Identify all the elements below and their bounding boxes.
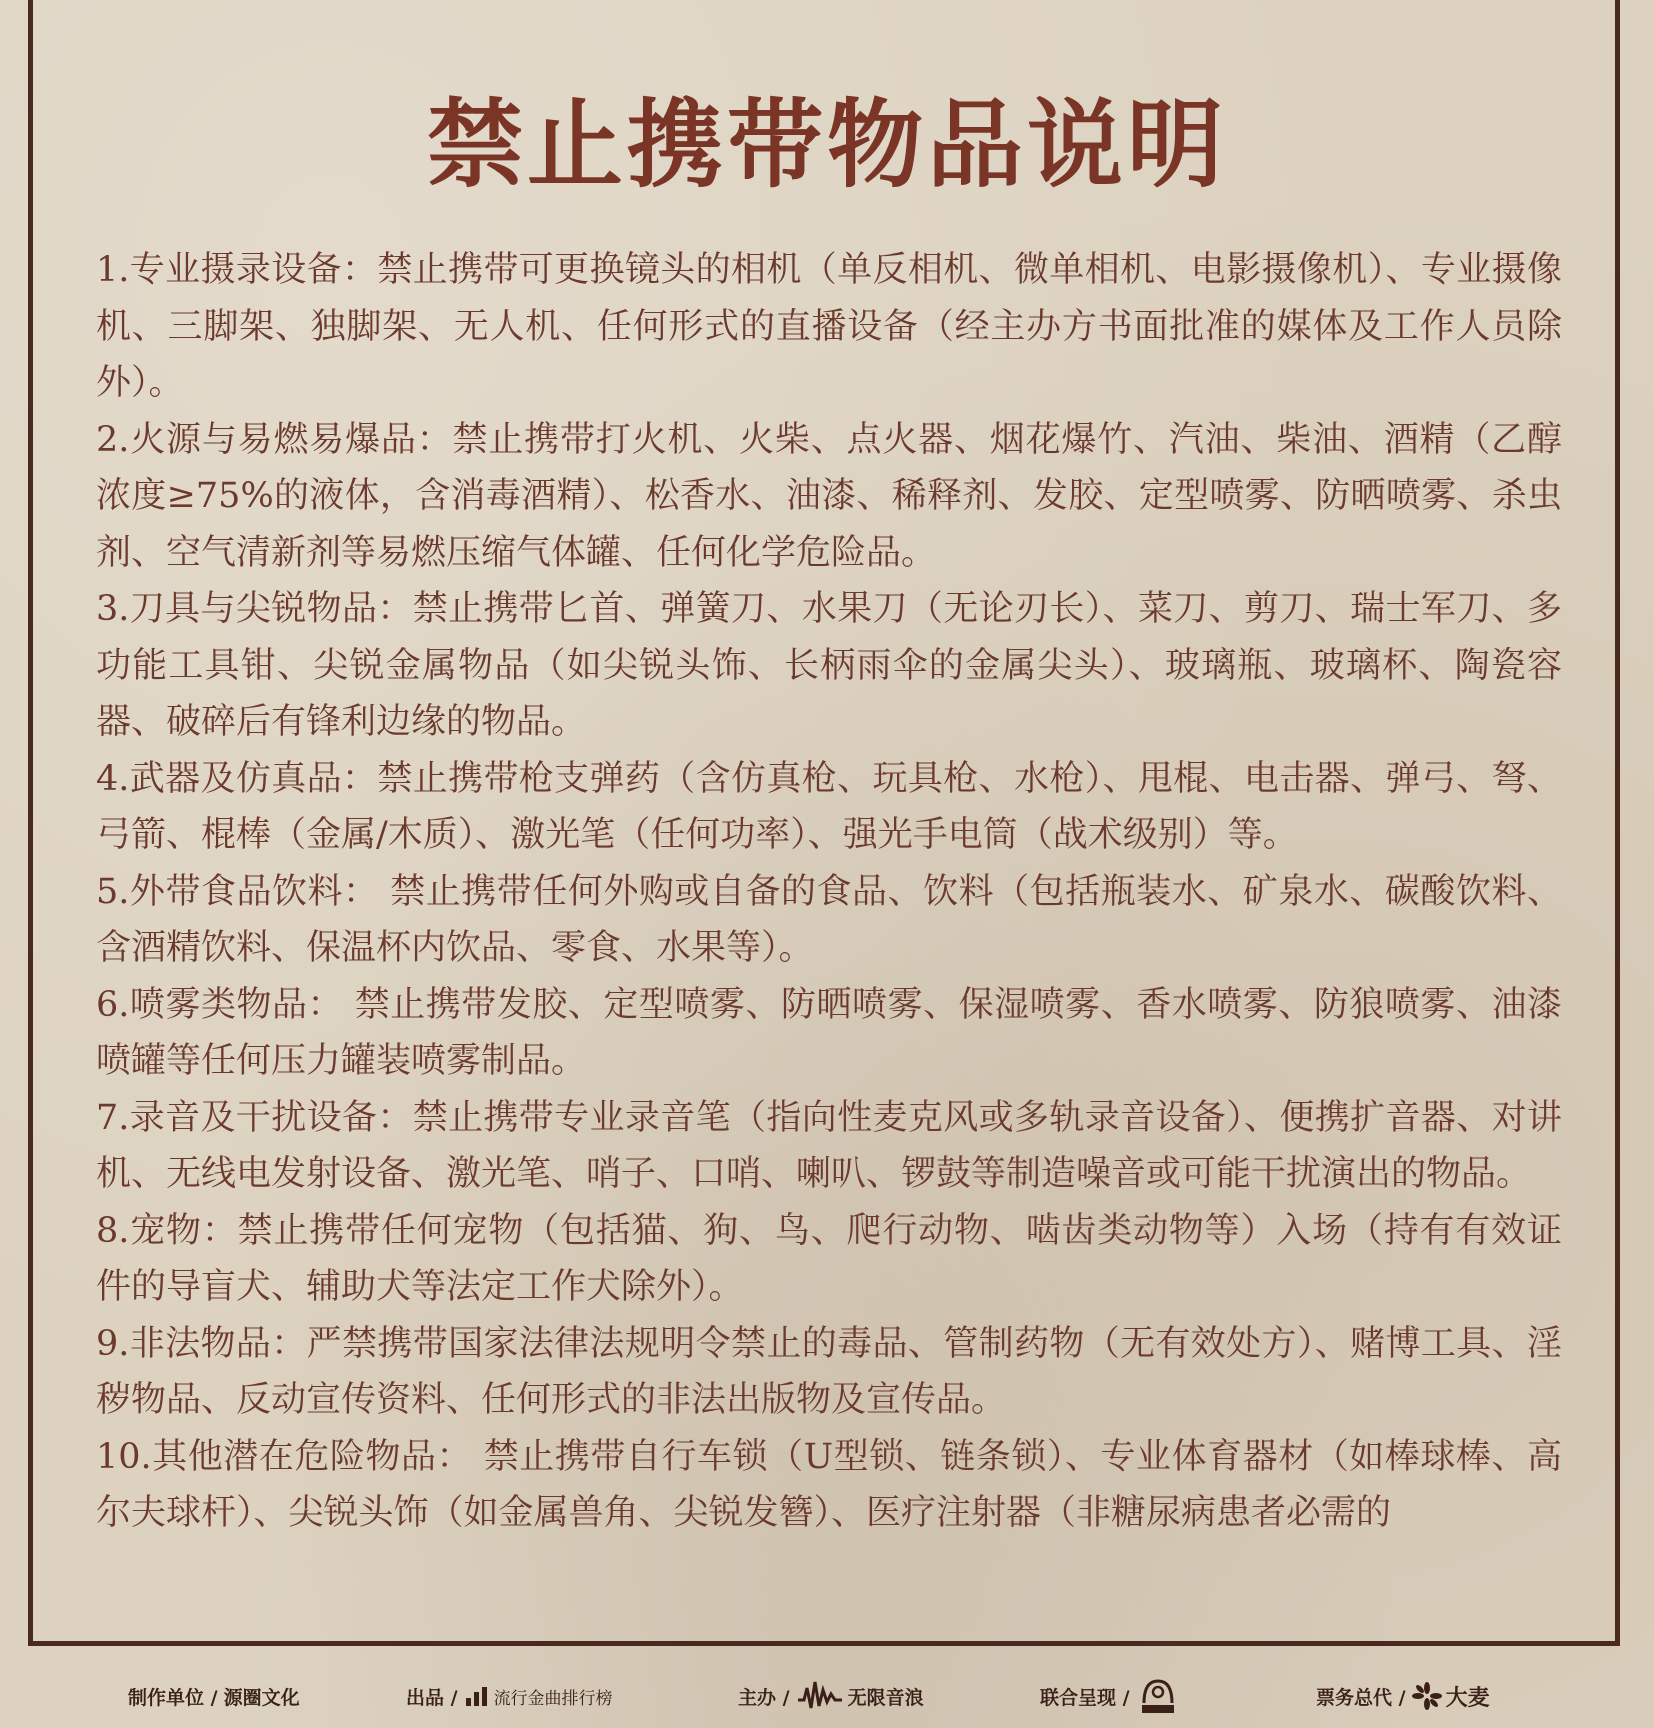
- rule-item: 2.火源与易燃易爆品：禁止携带打火机、火柴、点火器、烟花爆竹、汽油、柴油、酒精（乙醇浓度≥75%的液体，含消毒酒精）、松香水、油漆、稀释剂、发胶、定型喷雾、防晒喷雾、杀虫剂、空气清新剂等易燃压缩气体罐、任何化学危险品。: [96, 419, 1562, 573]
- credit-ticketing-name: 大麦: [1445, 1685, 1490, 1711]
- credit-producer: [128, 1676, 300, 1716]
- credit-role-label: 出品 /: [406, 1686, 458, 1709]
- damai-logo-icon: [1412, 1682, 1442, 1710]
- credit-organizer: [738, 1676, 924, 1716]
- rule-item: 3.刀具与尖锐物品：禁止携带匕首、弹簧刀、水果刀（无论刃长）、菜刀、剪刀、瑞士军刀、多功能工具钳、尖锐金属物品（如尖锐头饰、长柄雨伞的金属尖头）、玻璃瓶、玻璃杯、陶瓷容器、破碎后有锋利边缘的物品。: [96, 589, 1562, 742]
- rule-item: 7.录音及干扰设备：禁止携带专业录音笔（指向性麦克风或多轨录音设备）、便携扩音器、对讲机、无线电发射设备、激光笔、哨子、口哨、喇叭、锣鼓等制造噪音或可能干扰演出的物品。: [96, 1097, 1562, 1194]
- rule-item: 5.外带食品饮料： 禁止携带任何外购或自备的食品、饮料（包括瓶装水、矿泉水、碳酸饮料、含酒精饮料、保温杯内饮品、零食、水果等）。: [96, 871, 1562, 968]
- credit-role-label: 联合呈现 /: [1040, 1686, 1130, 1709]
- credit-role-label: 主办 /: [738, 1686, 790, 1709]
- rules-list: [96, 242, 1562, 1542]
- credit-role-label: 制作单位 /: [128, 1686, 218, 1709]
- rule-item: 9.非法物品：严禁携带国家法律法规明令禁止的毒品、管制药物（无有效处方）、赌博工具、淫秽物品、反动宣传资料、任何形式的非法出版物及宣传品。: [96, 1323, 1562, 1420]
- credit-publisher: [406, 1676, 613, 1716]
- publisher-logo: [464, 1684, 613, 1709]
- organizer-logo: [796, 1678, 924, 1714]
- credit-ticketing: [1316, 1676, 1490, 1716]
- chart-logo-icon: [464, 1684, 490, 1708]
- page-title: 禁止携带物品说明: [427, 89, 1227, 201]
- ticketing-logo: [1412, 1681, 1490, 1712]
- credit-organizer-name: 无限音浪: [847, 1686, 924, 1709]
- credits-footer: [0, 1660, 1654, 1728]
- soundwave-logo-icon: [796, 1678, 844, 1714]
- rule-item: 10.其他潜在危险物品： 禁止携带自行车锁（U型锁、链条锁）、专业体育器材（如棒球棒、高尔夫球杆）、尖锐头饰（如金属兽角、尖锐发簪）、医疗注射器（非糖尿病患者必需的: [96, 1436, 1562, 1533]
- credit-copresenter: [1040, 1676, 1184, 1716]
- helmet-logo-icon: [1136, 1675, 1180, 1717]
- rule-item: 6.喷雾类物品： 禁止携带发胶、定型喷雾、防晒喷雾、保湿喷雾、香水喷雾、防狼喷雾、油漆喷罐等任何压力罐装喷雾制品。: [96, 984, 1562, 1081]
- rule-item: 1.专业摄录设备：禁止携带可更换镜头的相机（单反相机、微单相机、电影摄像机）、专业摄像机、三脚架、独脚架、无人机、任何形式的直播设备（经主办方书面批准的媒体及工作人员除外）。: [96, 250, 1562, 403]
- credit-role-label: 票务总代 /: [1316, 1686, 1406, 1709]
- rule-item: 4.武器及仿真品：禁止携带枪支弹药（含仿真枪、玩具枪、水枪）、甩棍、电击器、弹弓、弩、弓箭、棍棒（金属/木质）、激光笔（任何功率）、强光手电筒（战术级别）等。: [96, 758, 1562, 855]
- copresenter-logo: [1136, 1675, 1184, 1717]
- credit-producer-name: 源圈文化: [223, 1686, 300, 1709]
- rule-item: 8.宠物：禁止携带任何宠物（包括猫、狗、鸟、爬行动物、啮齿类动物等）入场（持有有效证件的导盲犬、辅助犬等法定工作犬除外）。: [96, 1210, 1562, 1307]
- credit-publisher-name: 流行金曲排行榜: [493, 1688, 613, 1709]
